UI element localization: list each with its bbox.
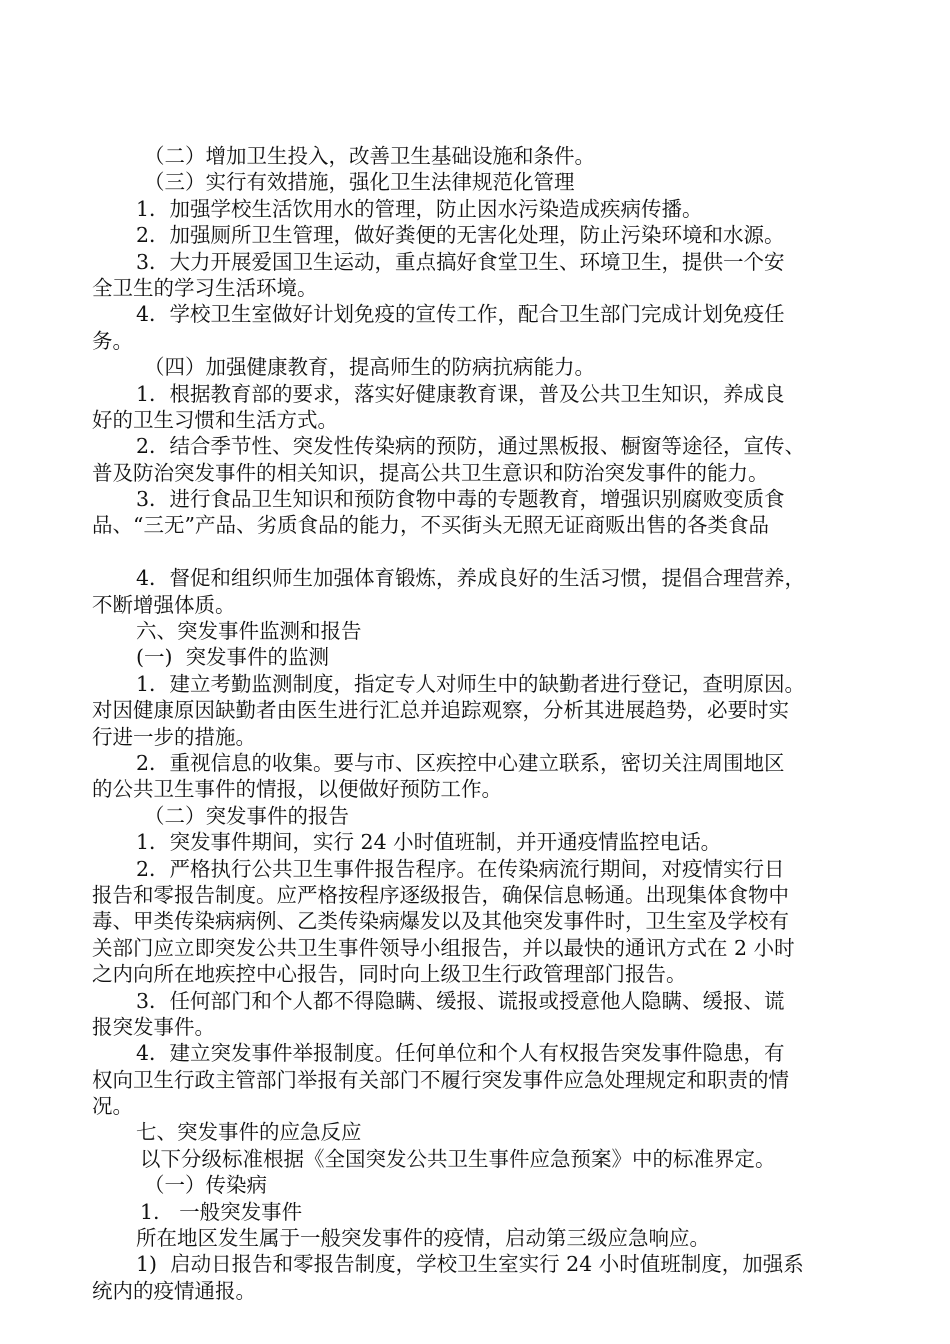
text-line: 4．督促和组织师生加强体育锻炼，养成良好的生活习惯，提倡合理营养， — [136, 566, 806, 591]
text-line: （四）加强健康教育，提高师生的防病抗病能力。 — [144, 355, 595, 380]
text-line: 关部门应立即突发公共卫生事件领导小组报告，并以最快的通讯方式在 2 小时 — [92, 935, 795, 960]
text-line: 统内的疫情通报。 — [92, 1278, 256, 1303]
text-line: （二）增加卫生投入，改善卫生基础设施和条件。 — [144, 144, 595, 168]
text-line: 况。 — [92, 1094, 133, 1119]
text-line: 权向卫生行政主管部门举报有关部门不履行突发事件应急处理规定和职责的情 — [92, 1067, 789, 1092]
text-line: 1．加强学校生活饮用水的管理，防止因水污染造成疾病传播。 — [136, 196, 703, 221]
text-line: 2．加强厕所卫生管理，做好粪便的无害化处理，防止污染环境和水源。 — [136, 223, 785, 248]
text-line: （三）实行有效措施，强化卫生法律规范化管理 — [144, 170, 575, 195]
text-line: 不断增强体质。 — [92, 592, 236, 617]
text-line: 行进一步的措施。 — [92, 724, 256, 749]
text-line: 1. 一般突发事件 — [140, 1199, 303, 1224]
subsection-heading: （二）突发事件的报告 — [144, 803, 349, 828]
text-line: 之内向所在地疾控中心报告，同时向上级卫生行政管理部门报告。 — [92, 962, 687, 987]
text-line: 普及防治突发事件的相关知识，提高公共卫生意识和防治突发事件的能力。 — [92, 460, 769, 485]
text-line: 务。 — [92, 328, 133, 353]
text-line: 1．根据教育部的要求，落实好健康教育课，普及公共卫生知识，养成良 — [136, 381, 785, 406]
subsection-heading: （一）传染病 — [144, 1173, 267, 1198]
text-line: 所在地区发生属于一般突发事件的疫情，启动第三级应急响应。 — [136, 1226, 710, 1251]
blank-line — [92, 539, 878, 565]
text-line: 好的卫生习惯和生活方式。 — [92, 407, 338, 432]
text-line: 品、“三无”产品、劣质食品的能力，不买街头无照无证商贩出售的各类食品 — [92, 513, 769, 538]
text-line: 毒、甲类传染病病例、乙类传染病爆发以及其他突发事件时，卫生室及学校有 — [92, 909, 789, 934]
text-line: 以下分级标准根据《全国突发公共卫生事件应急预案》中的标准界定。 — [140, 1146, 776, 1171]
section-heading: 七、突发事件的应急反应 — [136, 1120, 362, 1145]
text-line: 2．重视信息的收集。要与市、区疾控中心建立联系，密切关注周围地区 — [136, 750, 785, 775]
text-line: 3．任何部门和个人都不得隐瞒、缓报、谎报或授意他人隐瞒、缓报、谎 — [136, 988, 785, 1013]
text-line: 4．建立突发事件举报制度。任何单位和个人有权报告突发事件隐患，有 — [136, 1041, 785, 1066]
document-body — [92, 143, 878, 1304]
text-line: 对因健康原因缺勤者由医生进行汇总并追踪观察，分析其进展趋势，必要时实 — [92, 698, 789, 723]
subsection-heading: (一) 突发事件的监测 — [136, 645, 330, 670]
text-line: 3．大力开展爱国卫生运动，重点搞好食堂卫生、环境卫生，提供一个安 — [136, 249, 785, 274]
text-line: 2．结合季节性、突发性传染病的预防，通过黑板报、橱窗等途径，宣传、 — [136, 434, 806, 459]
text-line: 2．严格执行公共卫生事件报告程序。在传染病流行期间，对疫情实行日 — [136, 856, 785, 881]
text-line: 3．进行食品卫生知识和预防食物中毒的专题教育，增强识别腐败变质食 — [136, 487, 785, 512]
text-line: 报突发事件。 — [92, 1014, 215, 1039]
text-line: 的公共卫生事件的情报，以便做好预防工作。 — [92, 777, 502, 802]
text-line: 1．建立考勤监测制度，指定专人对师生中的缺勤者进行登记，查明原因。 — [136, 671, 806, 696]
text-line: 1．突发事件期间，实行 24 小时值班制，并开通疫情监控电话。 — [136, 830, 722, 855]
text-line: 全卫生的学习生活环境。 — [92, 275, 318, 300]
text-line: 1) 启动日报告和零报告制度，学校卫生室实行 24 小时值班制度，加强系 — [136, 1252, 804, 1277]
section-heading: 六、突发事件监测和报告 — [136, 619, 362, 644]
text-line: 报告和零报告制度。应严格按程序逐级报告，确保信息畅通。出现集体食物中 — [92, 882, 789, 907]
text-line: 4．学校卫生室做好计划免疫的宣传工作，配合卫生部门完成计划免疫任 — [136, 302, 785, 327]
